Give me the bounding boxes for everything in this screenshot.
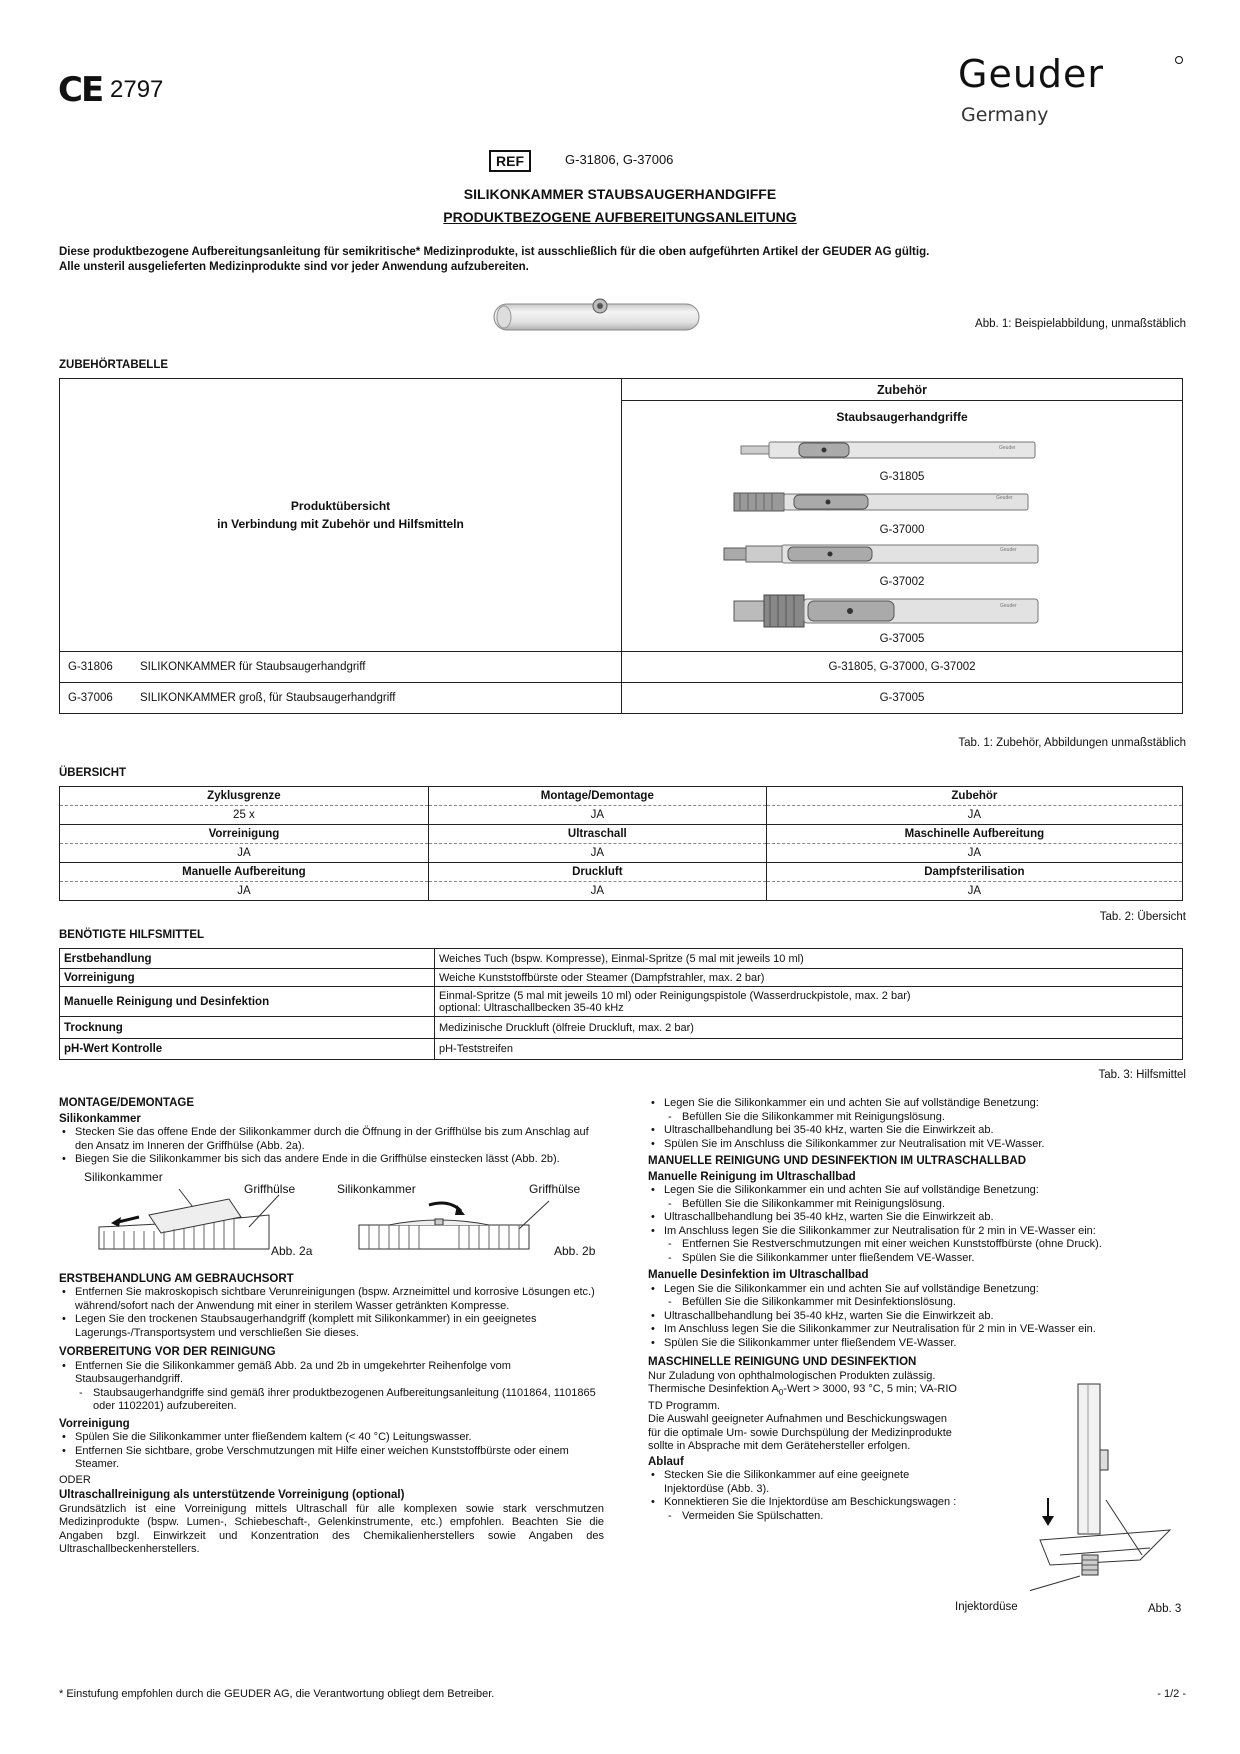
handle-g37000-image [732, 489, 1032, 515]
md-step-3: • Im Anschluss legen Sie die Silikonkammer zur Neutralisation für 2 min in VE-Wasser ein. [648, 1323, 1188, 1337]
svg-text:Geuder: Geuder [999, 445, 1016, 451]
mr-step-3a: - Entfernen Sie Restverschmutzungen mit einer weichen Kunststoffbürste (ohne Druck). [648, 1238, 1188, 1252]
vorb-step-1: • Entfernen Sie die Silikonkammer gemäß Abb. 2a und 2b in umgekehrter Reihenfolge vom Staubsaugerhandgriff. [59, 1360, 604, 1387]
fig2a-caption: Abb. 2a [271, 1243, 313, 1258]
montage-list [59, 1126, 604, 1167]
overview-h-1-3: Zubehör [766, 787, 1182, 806]
overview-h-1-2: Montage/Demontage [428, 787, 766, 806]
aids-val-3 [435, 987, 1183, 1017]
montage-step-2: • Biegen Sie die Silikonkammer bis sich das andere Ende in die Griffhülse einstecken lässt (Abb. 2b). [59, 1153, 604, 1167]
manuelle-reinigung-list [648, 1184, 1188, 1265]
fig2a-label-griff: Griffhülse [244, 1181, 296, 1196]
handle-code-1: G-31805 [879, 471, 925, 483]
handle-code-3: G-37002 [879, 576, 925, 588]
intro-line-1: Diese produktbezogene Aufbereitungsanleitung für semikritische* Medizinprodukte, ist ausschließlich für die oben aufgeführten Artikel der GEUDER AG gültig. [59, 246, 930, 258]
ablauf-step-2a: - Vermeiden Sie Spülschatten. [648, 1510, 958, 1524]
aids-val-2: Weiche Kunststoffbürste oder Steamer (Dampfstrahler, max. 2 bar) [435, 969, 1183, 987]
erst-step-1: • Entfernen Sie makroskopisch sichtbare Verunreinigungen (bspw. Arzneimittel und korrosive Lösungen etc.) während/sofort nach der Anwendung mit einer in sterilem Wasser getränkten Kompresse. [59, 1286, 604, 1313]
accessory-row-2-acc: G-37005 [622, 683, 1183, 714]
ultraschall-paragraph: Grundsätzlich ist eine Vorreinigung mittels Ultraschall für alle komplexen sowie stark verschmutzen Medizinprodukte (bspw. Lumen-, Schiebeschaft-, Gelenkinstrumente, etc.) empfohlen. Beachten Sie die Angaben bzgl. Einwirkzeit und Konzentration des Chemikalienherstellers sowie Angaben des Ultraschallbeckenherstellers. [59, 1502, 604, 1555]
table-3-caption: Tab. 3: Hilfsmittel [1098, 1069, 1186, 1081]
aids-key-5: pH-Wert Kontrolle [60, 1039, 435, 1060]
fig2b-caption: Abb. 2b [554, 1243, 596, 1258]
svg-text:Geuder: Geuder [996, 495, 1013, 501]
figure-2b-illustration [349, 1197, 589, 1259]
erst-step-2: • Legen Sie den trockenen Staubsaugerhandgriff (komplett mit Silikonkammer) in ein geeignetes Lagerungs-/Transportsystem und verschließen Sie dieses. [59, 1313, 604, 1340]
page-number: - 1/2 - [1157, 1688, 1186, 1700]
ref-value: G-31806, G-37006 [565, 152, 674, 167]
accessory-row-1-product [60, 652, 622, 683]
mr-step-1: • Legen Sie die Silikonkammer ein und achten Sie auf vollständige Benetzung: [648, 1184, 1188, 1198]
overview-v-1-3: JA [766, 806, 1182, 825]
logo-subtitle: Germany [961, 104, 1049, 126]
accessories-table [59, 378, 1183, 714]
ablauf-list [648, 1469, 958, 1523]
us-step-1: • Legen Sie die Silikonkammer ein und achten Sie auf vollständige Benetzung: [648, 1097, 1188, 1111]
vorreinigung-subheading: Vorreinigung [59, 1417, 130, 1430]
aids-val-4: Medizinische Druckluft (ölfreie Druckluft, max. 2 bar) [435, 1017, 1183, 1039]
ce-mark: CE [58, 70, 103, 110]
handle-code-2: G-37000 [879, 524, 925, 536]
footnote: * Einstufung empfohlen durch die GEUDER AG, die Verantwortung obliegt dem Betreiber. [59, 1688, 495, 1700]
overview-h-3-1: Manuelle Aufbereitung [60, 863, 429, 882]
ablauf-subheading: Ablauf [648, 1455, 684, 1468]
maschinelle-p2 [648, 1383, 958, 1413]
overview-h-2-1: Vorreinigung [60, 825, 429, 844]
accessory-row-1-code: G-31806 [68, 661, 113, 673]
overview-v-2-3: JA [766, 844, 1182, 863]
aids-val-1: Weiches Tuch (bspw. Kompresse), Einmal-Spritze (5 mal mit jeweils 10 ml) [435, 949, 1183, 969]
handle-g37005-image [732, 591, 1042, 631]
maschinelle-p2-b: -Wert > 3000, 93 °C, 5 min; VA-RIO TD Programm. [648, 1383, 957, 1412]
montage-step-1: • Stecken Sie das offene Ende der Silikonkammer durch die Öffnung in der Griffhülse bis zum Anschlag auf den Ansatz im Inneren der Griffhülse (Abb. 2a). [59, 1126, 604, 1153]
aids-key-3: Manuelle Reinigung und Desinfektion [60, 987, 435, 1017]
product-overview-line-1: Produktübersicht [290, 499, 391, 513]
overview-table [59, 786, 1183, 901]
aids-key-1: Erstbehandlung [60, 949, 435, 969]
product-overview-cell [60, 379, 622, 652]
ablauf-step-2: • Konnektieren Sie die Injektordüse am Beschickungswagen : [648, 1496, 958, 1510]
overview-v-1-1: 25 x [60, 806, 429, 825]
table-2-caption: Tab. 2: Übersicht [1099, 911, 1186, 923]
ce-number: 2797 [110, 76, 164, 103]
vorbereitung-list [59, 1360, 604, 1414]
figure-2-area [59, 1167, 604, 1267]
us-step-1a: - Befüllen Sie die Silikonkammer mit Reinigungslösung. [648, 1111, 1188, 1125]
accessory-row-2-product [60, 683, 622, 714]
overview-v-1-2: JA [428, 806, 766, 825]
registered-mark-icon [1175, 56, 1183, 64]
accessories-heading: ZUBEHÖRTABELLE [59, 359, 169, 371]
fig3-label-injektor: Injektordüse [955, 1601, 1018, 1613]
handle-code-4: G-37005 [879, 633, 925, 645]
mr-step-2: • Ultraschallbehandlung bei 35-40 kHz, warten Sie die Einwirkzeit ab. [648, 1211, 1188, 1225]
md-step-4: • Spülen Sie die Silikonkammer unter fließendem VE-Wasser. [648, 1337, 1188, 1351]
mr-step-1a: - Befüllen Sie die Silikonkammer mit Reinigungslösung. [648, 1198, 1188, 1212]
mr-step-3: • Im Anschluss legen Sie die Silikonkammer zur Neutralisation für 2 min in VE-Wasser ein: [648, 1225, 1188, 1239]
overview-h-2-3: Maschinelle Aufbereitung [766, 825, 1182, 844]
aids-val-5: pH-Teststreifen [435, 1039, 1183, 1060]
md-step-1a: - Befüllen Sie die Silikonkammer mit Desinfektionslösung. [648, 1296, 1188, 1310]
ref-label: REF [489, 150, 531, 172]
overview-v-2-1: JA [60, 844, 429, 863]
overview-h-2-2: Ultraschall [428, 825, 766, 844]
geuder-logo: Geuder [958, 52, 1105, 96]
maschinelle-p3: Die Auswahl geeigneter Aufnahmen und Beschickungswagen für die optimale Um- sowie Durchspülung der Medizinprodukte sollte in Absprache mit dem Gerätehersteller erfolgen. [648, 1413, 952, 1453]
maschinelle-p1: Nur Zuladung von ophthalmologischen Produkten zulässig. [648, 1369, 936, 1382]
vorbereitung-heading: VORBEREITUNG VOR DER REINIGUNG [59, 1346, 276, 1358]
md-step-2: • Ultraschallbehandlung bei 35-40 kHz, warten Sie die Einwirkzeit ab. [648, 1310, 1188, 1324]
ablauf-step-1: • Stecken Sie die Silikonkammer auf eine geeignete Injektordüse (Abb. 3). [648, 1469, 958, 1496]
svg-text:Geuder: Geuder [1000, 547, 1017, 553]
maschinelle-p2-a: Thermische Desinfektion A [648, 1383, 779, 1395]
oder-text: ODER [59, 1473, 91, 1486]
overview-v-3-2: JA [428, 882, 766, 901]
vorreinigung-list [59, 1431, 604, 1472]
accessory-row-2-desc: SILIKONKAMMER groß, für Staubsaugerhandgriff [140, 692, 396, 704]
svg-text:Geuder: Geuder [1000, 603, 1017, 609]
intro-line-2: Alle unsteril ausgelieferten Medizinprodukte sind vor jeder Anwendung aufzubereiten. [59, 261, 529, 273]
accessories-images-cell [622, 401, 1183, 652]
fig3-caption: Abb. 3 [1148, 1603, 1182, 1615]
handles-group-title: Staubsaugerhandgriffe [836, 410, 968, 424]
fig2a-label-silikon: Silikonkammer [84, 1169, 163, 1184]
accessory-row-1-acc: G-31805, G-37000, G-37002 [622, 652, 1183, 683]
maschinelle-p2-sub: 0 [778, 1388, 784, 1398]
aids-table [59, 948, 1183, 1060]
manuelle-desinfektion-list [648, 1283, 1188, 1351]
accessory-row-1-desc: SILIKONKAMMER für Staubsaugerhandgriff [140, 661, 366, 673]
table-1-caption: Tab. 1: Zubehör, Abbildungen unmaßstäblich [958, 737, 1186, 749]
aids-heading: BENÖTIGTE HILFSMITTEL [59, 929, 205, 941]
ultraschall-subheading: Ultraschallreinigung als unterstützende Vorreinigung (optional) [59, 1489, 405, 1501]
product-overview-line-2: in Verbindung mit Zubehör und Hilfsmitteln [217, 517, 464, 531]
maschinelle-text [648, 1370, 958, 1524]
aids-val-3-line-1: Einmal-Spritze (5 mal mit jeweils 10 ml) oder Reinigungspistole (Wasserdruckpistole, max. 2 bar) [439, 989, 911, 1002]
document-title: SILIKONKAMMER STAUBSAUGERHANDGIFFE [463, 186, 777, 202]
vorb-step-1a: - Staubsaugerhandgriffe sind gemäß ihrer produktbezogenen Aufbereitungsanleitung (1101864, 1101865 oder 1102201) aufzubereiten. [59, 1387, 604, 1414]
maschinelle-heading: MASCHINELLE REINIGUNG UND DESINFEKTION [648, 1356, 917, 1368]
manuelle-reinigung-heading: MANUELLE REINIGUNG UND DESINFEKTION IM ULTRASCHALLBAD [648, 1155, 1026, 1167]
us-step-2: • Ultraschallbehandlung bei 35-40 kHz, warten Sie die Einwirkzeit ab. [648, 1124, 1188, 1138]
overview-h-3-3: Dampfsterilisation [766, 863, 1182, 882]
accessories-col-header: Zubehör [622, 379, 1183, 401]
erstbehandlung-heading: ERSTBEHANDLUNG AM GEBRAUCHSORT [59, 1272, 294, 1285]
fig2b-label-griff: Griffhülse [529, 1181, 581, 1196]
overview-v-3-3: JA [766, 882, 1182, 901]
us-step-3: • Spülen Sie im Anschluss die Silikonkammer zur Neutralisation mit VE-Wasser. [648, 1138, 1188, 1152]
figure-3-injector-illustration [1030, 1380, 1180, 1605]
handle-g31805-image [739, 437, 1039, 463]
manuelle-desinfektion-subheading: Manuelle Desinfektion im Ultraschallbad [648, 1269, 869, 1281]
overview-h-3-2: Druckluft [428, 863, 766, 882]
figure-1-caption: Abb. 1: Beispielabbildung, unmaßstäblich [975, 318, 1186, 330]
intro-text [59, 245, 1189, 275]
silicone-chamber-illustration [490, 296, 705, 336]
md-step-1: • Legen Sie die Silikonkammer ein und achten Sie auf vollständige Benetzung: [648, 1283, 1188, 1297]
left-column [59, 1097, 604, 1557]
handle-g37002-image [722, 541, 1042, 567]
ultraschall-list [648, 1097, 1188, 1151]
vorr-step-1: • Spülen Sie die Silikonkammer unter fließendem kaltem (< 40 °C) Leitungswasser. [59, 1431, 604, 1445]
fig2b-label-silikon: Silikonkammer [337, 1181, 416, 1196]
overview-h-1-1: Zyklusgrenze [60, 787, 429, 806]
aids-val-3-line-2: optional: Ultraschallbecken 35-40 kHz [439, 1001, 624, 1014]
overview-v-3-1: JA [60, 882, 429, 901]
mr-step-3b: - Spülen Sie die Silikonkammer unter fließendem VE-Wasser. [648, 1252, 1188, 1266]
vorr-step-2: • Entfernen Sie sichtbare, grobe Verschmutzungen mit Hilfe einer weichen Kunststoffbürste oder einem Steamer. [59, 1445, 604, 1472]
accessory-row-2-code: G-37006 [68, 692, 113, 704]
aids-key-2: Vorreinigung [60, 969, 435, 987]
document-subtitle: PRODUKTBEZOGENE AUFBEREITUNGSANLEITUNG [443, 209, 797, 225]
overview-v-2-2: JA [428, 844, 766, 863]
montage-heading: MONTAGE/DEMONTAGE [59, 1097, 195, 1109]
manuelle-reinigung-subheading: Manuelle Reinigung im Ultraschallbad [648, 1170, 856, 1183]
overview-heading: ÜBERSICHT [59, 767, 127, 779]
erstbehandlung-list [59, 1286, 604, 1340]
aids-key-4: Trocknung [60, 1017, 435, 1039]
silikonkammer-subheading: Silikonkammer [59, 1112, 141, 1125]
